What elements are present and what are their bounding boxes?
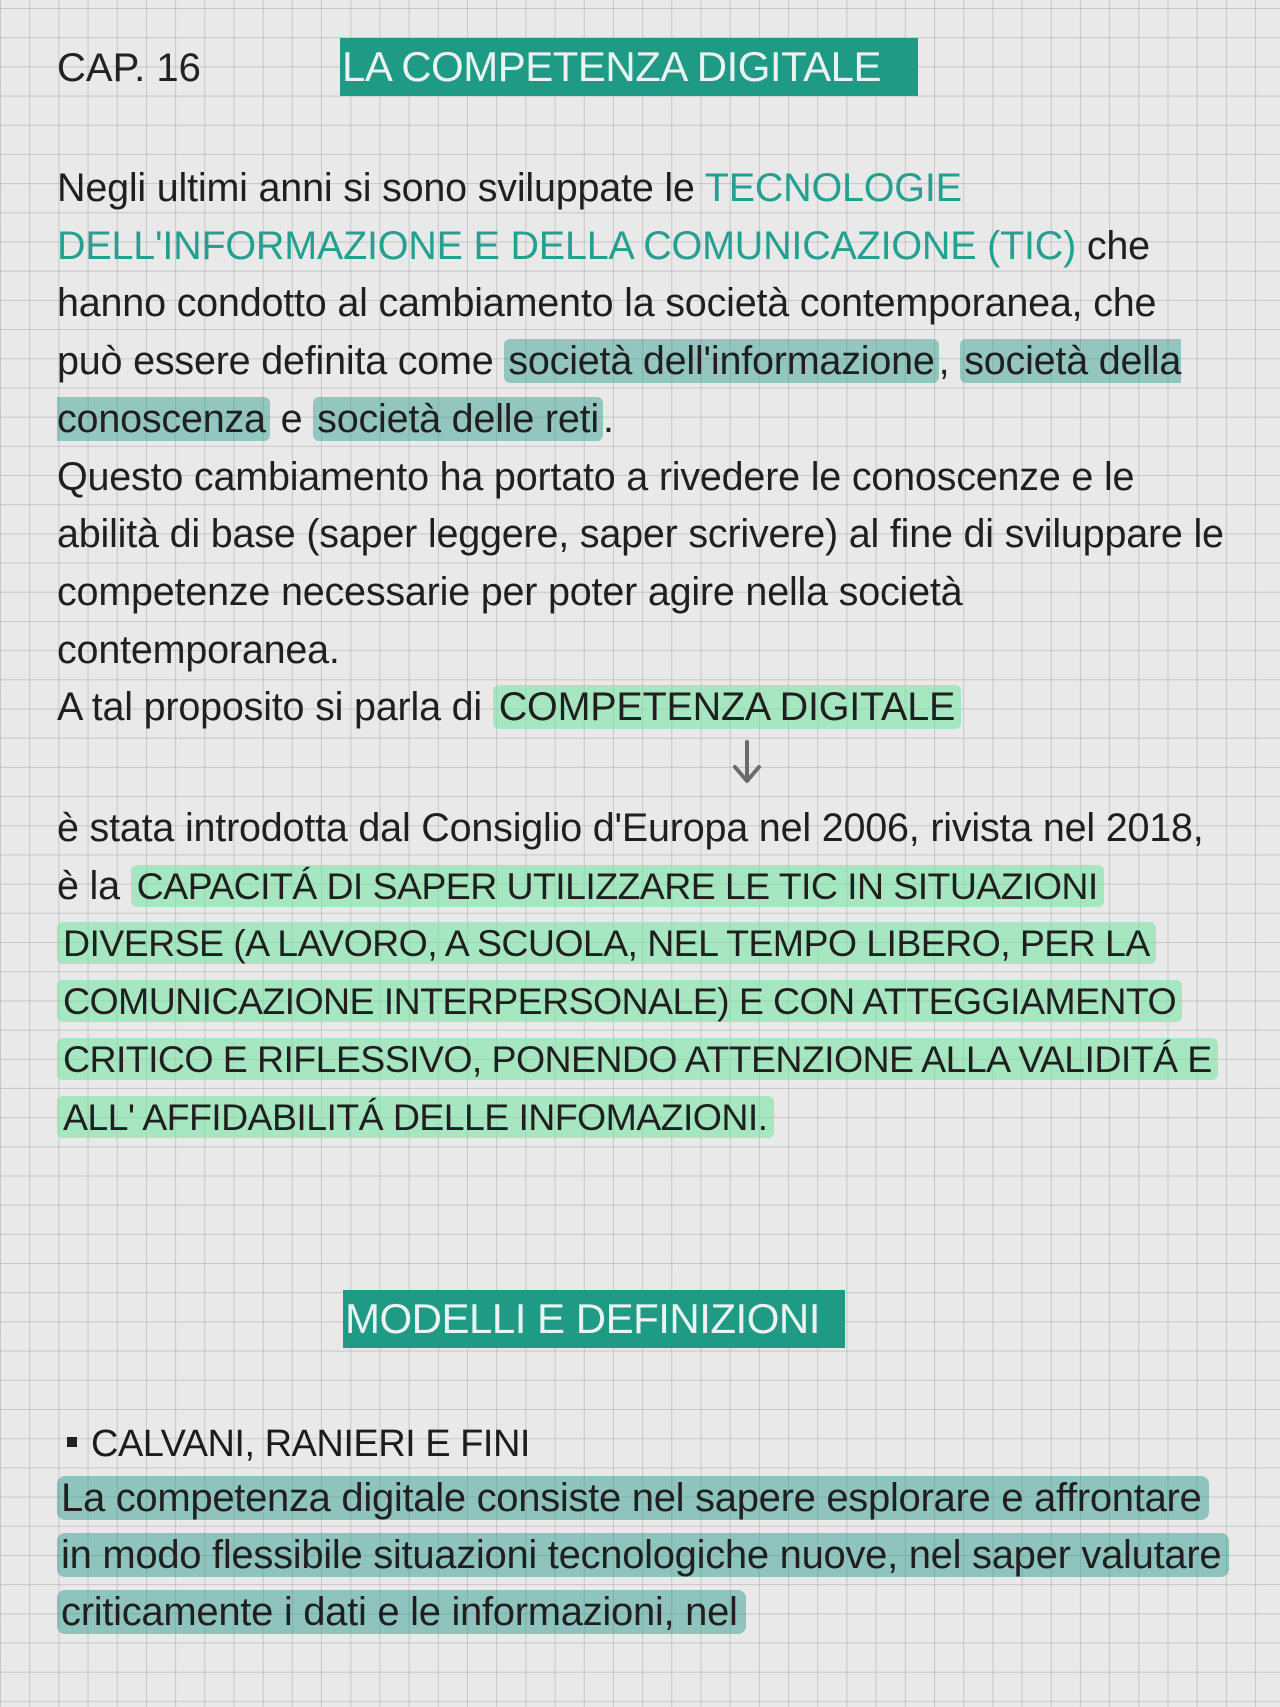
intro-text-5: .: [602, 396, 614, 441]
definition-lead: è stata introdotta dal Consiglio d'Europa nel 2006, rivista nel 2018, è la: [57, 806, 1204, 908]
highlight-societa-conoscenza: società della conoscenza: [57, 339, 1182, 441]
list-item: [67, 1418, 530, 1470]
bullet-icon: [67, 1437, 77, 1447]
tic-term: TECNOLOGIE DELL'INFORMAZIONE E DELLA COMUNICAZIONE (TIC): [57, 166, 1077, 268]
intro-text-2: che hanno condotto al cambiamento la società contemporanea, che può essere definita come: [57, 223, 1157, 384]
intro-text-4: e: [269, 396, 314, 441]
change-paragraph: Questo cambiamento ha portato a rivedere le conoscenze e le abilità di base (saper leggere, saper scrivere) al fine di sviluppare le competenze necessarie per poter agire nella società contemporanea.: [57, 454, 1224, 672]
page-title: LA COMPETENZA DIGITALE: [340, 38, 918, 96]
intro-text-3: ,: [938, 339, 961, 384]
bullet-label: CALVANI, RANIERI E FINI: [91, 1423, 530, 1465]
calvani-paragraph: [57, 1470, 1227, 1641]
definition-paragraph: [57, 800, 1227, 1146]
arrow-down-icon: [732, 740, 762, 786]
section-title: MODELLI E DEFINIZIONI: [343, 1290, 845, 1348]
intro-paragraph: [57, 160, 1227, 737]
chapter-label: CAP. 16: [57, 46, 201, 90]
competenza-lead: A tal proposito si parla di: [57, 685, 493, 730]
highlight-competenza-digitale: COMPETENZA DIGITALE: [493, 685, 961, 729]
highlight-societa-informazione: società dell'informazione: [504, 339, 938, 383]
highlight-societa-reti: società delle reti: [313, 397, 603, 441]
intro-text-1: Negli ultimi anni si sono sviluppate le: [57, 166, 705, 210]
highlight-definition: CAPACITÁ DI SAPER UTILIZZARE LE TIC IN SITUAZIONI DIVERSE (A LAVORO, A SCUOLA, NEL TEMPO LIBERO, PER LA COMUNICAZIONE INTERPERSONALE) E CON ATTEGGIAMENTO CRITICO E RIFLESSIVO, PONENDO ATTENZIONE ALLA VALIDITÁ E ALL' AFFIDABILITÁ DELLE INFOMAZIONI.: [57, 865, 1218, 1138]
highlight-calvani-definition: La competenza digitale consiste nel sapere esplorare e affrontare in modo flessibile situazioni tecnologiche nuove, nel saper valutare criticamente i dati e le informazioni, nel: [57, 1476, 1229, 1634]
